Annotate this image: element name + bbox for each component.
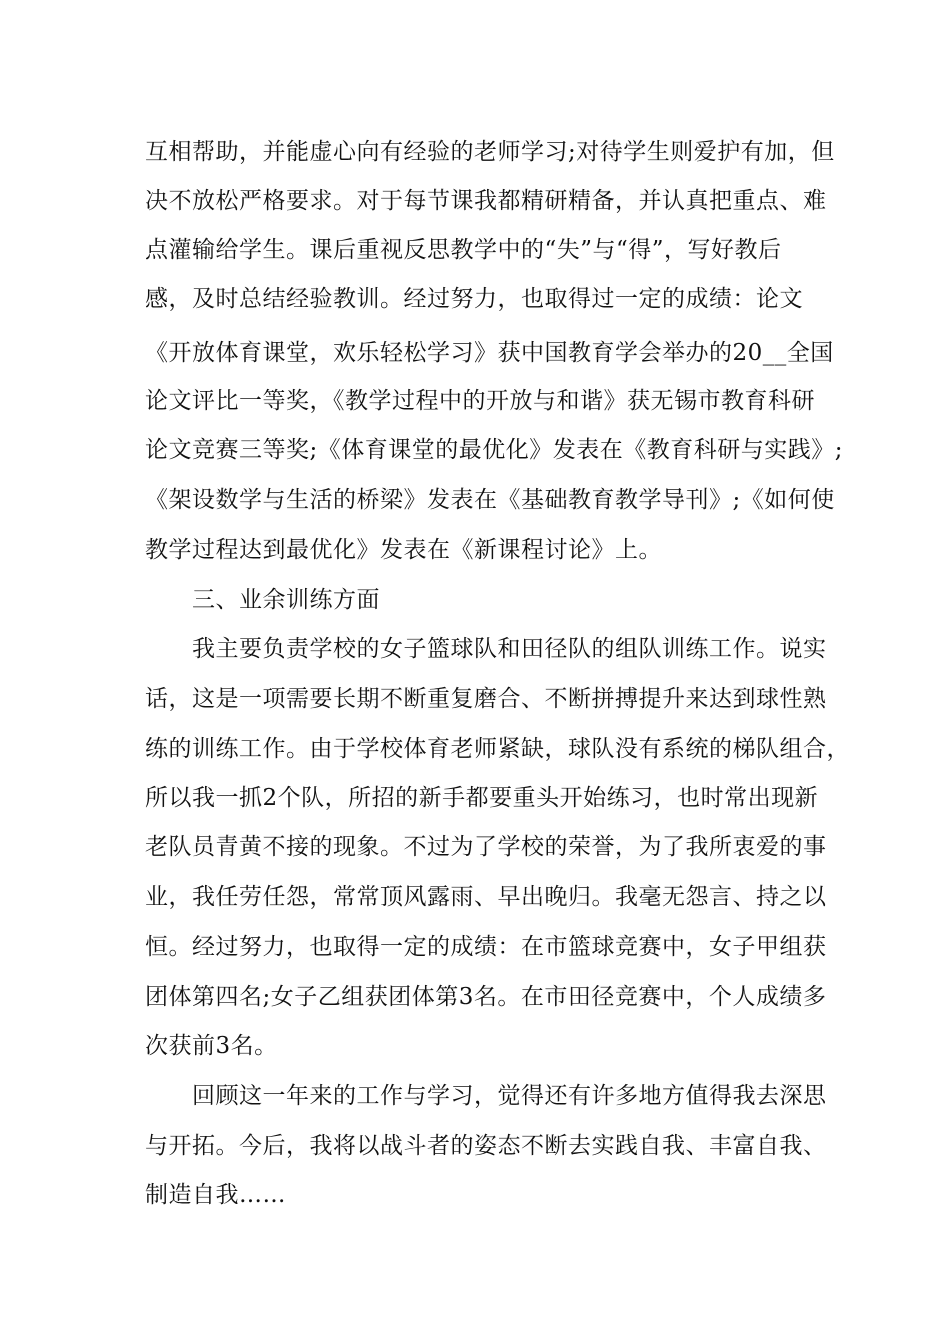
section-heading: 三、业余训练方面: [192, 587, 380, 613]
body-text-line: 《开放体育课堂，欢乐轻松学习》获中国教育学会举办的20__全国: [145, 340, 834, 366]
body-text-line: 互相帮助，并能虚心向有经验的老师学习;对待学生则爱护有加，但: [145, 139, 835, 165]
body-text-line: 恒。经过努力，也取得一定的成绩：在市篮球竞赛中，女子甲组获: [145, 934, 827, 960]
body-text-line: 话，这是一项需要长期不断重复磨合、不断拼搏提升来达到球性熟: [145, 686, 827, 712]
body-text-line: 《架设数学与生活的桥梁》发表在《基础教育教学导刊》;《如何使: [145, 487, 835, 513]
body-text-line: 所以我一抓2个队，所招的新手都要重头开始练习，也时常出现新: [145, 785, 819, 811]
body-text-line: 次获前3名。: [145, 1033, 278, 1059]
body-text-line: 我主要负责学校的女子篮球队和田径队的组队训练工作。说实: [192, 636, 827, 662]
body-text-line: 老队员青黄不接的现象。不过为了学校的荣誉，为了我所衷爱的事: [145, 834, 827, 860]
body-text-line: 教学过程达到最优化》发表在《新课程讨论》上。: [145, 537, 662, 563]
body-text-line: 决不放松严格要求。对于每节课我都精研精备，并认真把重点、难: [145, 188, 827, 214]
body-text-line: 感，及时总结经验教训。经过努力，也取得过一定的成绩：论文: [145, 286, 803, 312]
body-text-line: 团体第四名;女子乙组获团体第3名。在市田径竞赛中，个人成绩多: [145, 984, 827, 1010]
body-text-line: 回顾这一年来的工作与学习，觉得还有许多地方值得我去深思: [192, 1083, 827, 1109]
body-text-line: 论文竞赛三等奖;《体育课堂的最优化》发表在《教育科研与实践》;: [145, 437, 843, 463]
body-text-line: 练的训练工作。由于学校体育老师紧缺，球队没有系统的梯队组合，: [145, 736, 850, 762]
body-text-line: 制造自我……: [145, 1182, 286, 1208]
body-text-line: 点灌输给学生。课后重视反思教学中的“失”与“得”，写好教后: [145, 237, 782, 263]
body-text-line: 与开拓。今后，我将以战斗者的姿态不断去实践自我、丰富自我、: [145, 1133, 827, 1159]
body-text-line: 论文评比一等奖，《教学过程中的开放与和谐》获无锡市教育科研: [145, 388, 815, 414]
body-text-line: 业，我任劳任怨，常常顶风露雨、早出晚归。我毫无怨言、持之以: [145, 884, 827, 910]
